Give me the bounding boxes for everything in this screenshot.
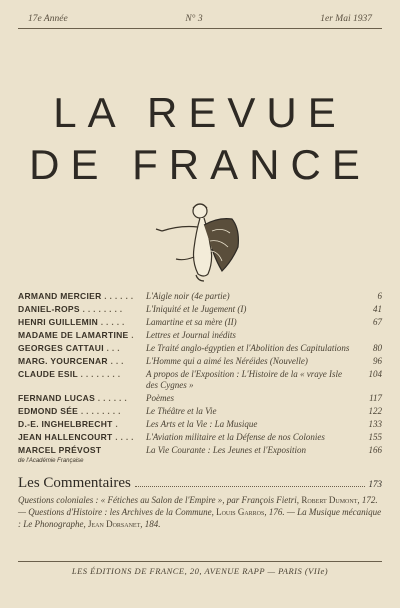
publisher-footer: LES ÉDITIONS DE FRANCE, 20, AVENUE RAPP — PARIS (VIIe) (18, 561, 382, 576)
toc-title: Les Arts et la Vie : La Musique (146, 419, 258, 429)
toc-page: 6 (377, 291, 382, 301)
masthead-line-2: DE FRANCE (29, 141, 371, 188)
commentaires-author: Jean Dorsanet (88, 519, 141, 529)
toc-row[interactable]: MADAME DE LAMARTINE . Lettres et Journal inédits (18, 330, 382, 341)
toc-row[interactable]: ARMAND MERCIER . . . . . . L'Aigle noir (4e partie) 6 (18, 291, 382, 301)
toc-author-subtitle: de l'Académie Française (18, 458, 84, 464)
toc-row[interactable]: D.-E. INGHELBRECHT . Les Arts et la Vie : La Musique 133 (18, 419, 382, 429)
commentaires-author: Robert Dumont (301, 495, 358, 505)
toc-row[interactable]: GEORGES CATTAUI . . . Le Traité anglo-égyptien et l'Abolition des Capitulations 80 (18, 343, 382, 353)
toc-row[interactable]: DANIEL-ROPS . . . . . . . . L'Iniquité et le Jugement (I) 41 (18, 304, 382, 314)
leader-dots (135, 478, 365, 487)
toc-page: 80 (373, 343, 382, 353)
toc-page: 133 (368, 419, 382, 429)
toc-page: 122 (368, 406, 382, 416)
toc-title: La Vie Courante : Les Jeunes et l'Exposition (146, 445, 306, 455)
toc-author: GEORGES CATTAUI (18, 343, 104, 353)
commentaires-heading[interactable] (18, 475, 382, 492)
toc-title: L'Aviation militaire et la Défense de nos Colonies (146, 432, 325, 442)
commentaires-title: Les Commentaires (18, 475, 131, 491)
toc-title: Lamartine et sa mère (II) (146, 317, 237, 327)
toc-title: Le Théâtre et la Vie (146, 406, 217, 416)
issue-line (18, 14, 382, 24)
toc-title: L'Aigle noir (4e partie) (146, 291, 230, 301)
toc-title: A propos de l'Exposition : L'Histoire de la « vraye Isle des Cygnes » (146, 369, 342, 390)
toc-author: MARG. YOURCENAR (18, 356, 108, 366)
toc-author: FERNAND LUCAS (18, 393, 96, 403)
toc-title: L'Iniquité et le Jugement (I) (146, 304, 247, 314)
commentaires-author: Louis Garros (216, 507, 265, 517)
toc-row[interactable] (18, 445, 382, 467)
toc-title: Lettres et Journal inédits (146, 330, 236, 340)
toc-row[interactable]: JEAN HALLENCOURT . . . . L'Aviation militaire et la Défense de nos Colonies 155 (18, 432, 382, 442)
table-of-contents (18, 291, 382, 467)
toc-author: D.-E. INGHELBRECHT (18, 419, 113, 429)
issue-date: 1er Mai 1937 (320, 14, 372, 24)
volume-label: 17e Année (28, 14, 68, 24)
toc-title: Poèmes (146, 393, 174, 403)
toc-row[interactable]: EDMOND SÉE . . . . . . . . Le Théâtre et la Vie 122 (18, 406, 382, 416)
toc-page: 117 (369, 393, 382, 403)
toc-author: CLAUDE ESIL (18, 369, 78, 379)
toc-author: MARCEL PRÉVOST (18, 445, 102, 455)
toc-author: MADAME DE LAMARTINE (18, 330, 129, 340)
toc-author: ARMAND MERCIER (18, 291, 102, 301)
toc-page: 166 (368, 445, 382, 455)
toc-title: Le Traité anglo-égyptien et l'Abolition des Capitulations (146, 343, 350, 353)
issue-number: N° 3 (185, 14, 203, 24)
toc-page: 155 (368, 432, 382, 442)
commentaires-page: 173 (368, 479, 382, 489)
toc-row[interactable]: FERNAND LUCAS . . . . . . Poèmes 117 (18, 393, 382, 403)
commentaires-body: Questions coloniales : « Fétiches au Salon de l'Empire », par François Fietri, Robert Dumont, 172. — Questions d'Histoire : les Archives de la Commune, Louis Garros, 176. — La Musique mécanique : Le Phonographe, Jean Dorsanet, 184. (18, 495, 382, 529)
toc-page: 41 (373, 304, 382, 314)
toc-page: 96 (373, 356, 382, 366)
toc-row[interactable]: MARG. YOURCENAR . . . L'Homme qui a aimé les Néréides (Nouvelle) 96 (18, 356, 382, 366)
toc-author: JEAN HALLENCOURT (18, 432, 113, 442)
toc-author: DANIEL-ROPS (18, 304, 80, 314)
toc-author: EDMOND SÉE (18, 406, 79, 416)
toc-page: 104 (368, 369, 382, 379)
toc-page: 67 (373, 317, 382, 327)
toc-author: HENRI GUILLEMIN (18, 317, 99, 327)
toc-row[interactable]: CLAUDE ESIL . . . . . . . . A propos de l'Exposition : L'Histoire de la « vraye Isle des Cygnes » 104 (18, 369, 382, 390)
header-rule (18, 28, 382, 29)
toc-title: L'Homme qui a aimé les Néréides (Nouvelle) (146, 356, 308, 366)
masthead-line-1: LA REVUE (53, 89, 347, 136)
winged-figure-emblem-icon (150, 197, 250, 285)
toc-row[interactable]: HENRI GUILLEMIN . . . . . Lamartine et sa mère (II) 67 (18, 317, 382, 327)
